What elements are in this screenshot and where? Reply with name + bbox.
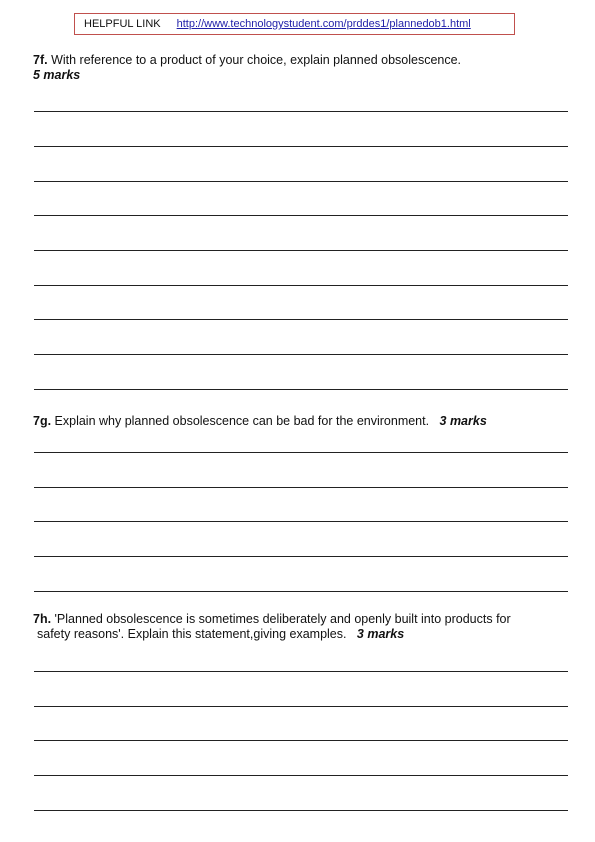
answer-line (34, 250, 568, 251)
answer-line (34, 810, 568, 811)
question-text: Explain why planned obsolescence can be bad for the environment. (51, 414, 430, 428)
marks-label: 3 marks (356, 627, 405, 641)
question-text-line2: safety reasons'. Explain this statement,giving examples. (37, 627, 347, 641)
question-number: 7f. (33, 53, 48, 67)
question-number: 7h. (33, 612, 52, 626)
answer-line (34, 389, 568, 390)
question-7g (33, 414, 487, 429)
answer-line (34, 285, 568, 286)
helpful-link-url[interactable]: http://www.technologystudent.com/prddes1/plannedob1.html (176, 18, 471, 30)
helpful-link-label: HELPFUL LINK (84, 18, 161, 30)
marks-label: 5 marks (33, 68, 81, 82)
question-text: With reference to a product of your choice, explain planned obsolescence. (47, 53, 462, 67)
answer-line (34, 452, 568, 453)
answer-line (34, 706, 568, 707)
answer-line (34, 521, 568, 522)
marks-label: 3 marks (439, 414, 487, 428)
answer-line (34, 556, 568, 557)
answer-line (34, 319, 568, 320)
answer-line (34, 215, 568, 216)
helpful-link-box (74, 13, 515, 35)
question-7f (33, 53, 461, 83)
answer-line (34, 354, 568, 355)
question-text-line1: 'Planned obsolescence is sometimes deliberately and openly built into products for (51, 612, 511, 626)
answer-line (34, 146, 568, 147)
answer-line (34, 181, 568, 182)
answer-line (34, 775, 568, 776)
answer-line (34, 111, 568, 112)
question-7h (33, 612, 511, 642)
answer-line (34, 487, 568, 488)
answer-line (34, 740, 568, 741)
answer-line (34, 671, 568, 672)
answer-line (34, 591, 568, 592)
question-number: 7g. (33, 414, 52, 428)
